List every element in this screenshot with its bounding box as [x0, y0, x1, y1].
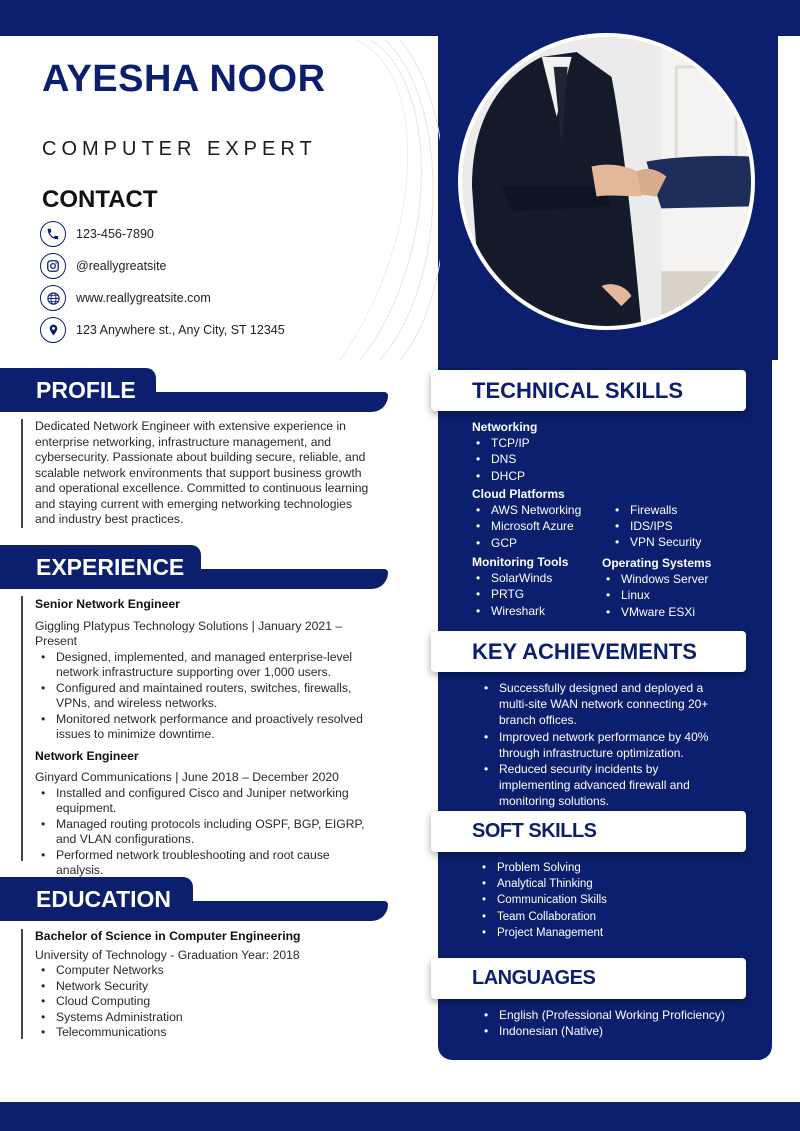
job-bullets: [35, 650, 380, 743]
skill-list: [611, 502, 741, 551]
achievements-block: [480, 680, 725, 810]
experience-divider: [21, 596, 23, 861]
job-company: Ginyard Communications | June 2018 – December 2020: [35, 770, 339, 784]
technical-skills-title: TECHNICAL SKILLS: [431, 370, 746, 411]
profile-divider: [21, 419, 23, 528]
course-list: [35, 963, 380, 1041]
list-item: • Computer Networks: [35, 963, 380, 979]
languages-block: [480, 1007, 740, 1039]
list-item: • Improved network performance by 40% through infrastructure optimization.: [480, 729, 725, 761]
skill-group-heading: Monitoring Tools: [472, 555, 569, 569]
language-list: [480, 1007, 740, 1039]
list-item: • Analytical Thinking: [478, 876, 728, 892]
list-item: • Communication Skills: [478, 892, 728, 908]
phone-icon: [40, 221, 66, 247]
list-item: • Installed and configured Cisco and Juniper networking equipment.: [35, 786, 380, 817]
job-bullets: [35, 786, 380, 879]
list-item: • VPN Security: [611, 534, 741, 550]
contact-text: 123-456-7890: [76, 227, 154, 241]
handshake-image: [462, 37, 751, 326]
list-item: • Firewalls: [611, 502, 741, 518]
skill-list: [472, 502, 612, 551]
list-item: • Managed routing protocols including OSPF, BGP, EIGRP, and VLAN configurations.: [35, 817, 380, 848]
list-item: • Configured and maintained routers, switches, firewalls, VPNs, and wireless networks.: [35, 681, 380, 712]
list-item: • DNS: [472, 451, 602, 467]
os-skills: [602, 555, 742, 620]
list-item: • GCP: [472, 535, 612, 551]
skill-group-heading: Networking: [472, 420, 538, 434]
list-item: • Systems Administration: [35, 1010, 380, 1026]
list-item: • TCP/IP: [472, 435, 602, 451]
languages-title: LANGUAGES: [431, 958, 746, 999]
contact-phone[interactable]: [40, 218, 285, 250]
experience-title: EXPERIENCE: [0, 545, 201, 589]
education-block: [35, 929, 380, 1041]
contact-heading: CONTACT: [42, 186, 158, 213]
soft-skills-block: [478, 860, 728, 941]
contact-address: [40, 314, 285, 346]
list-item: • Reduced security incidents by implementing advanced firewall and monitoring solutions.: [480, 761, 725, 810]
list-item: • Linux: [602, 587, 742, 603]
list-item: • Successfully designed and deployed a multi-site WAN network connecting 20+ branch offices.: [480, 680, 725, 729]
list-item: • Team Collaboration: [478, 909, 728, 925]
list-item: • PRTG: [472, 586, 602, 602]
list-item: • DHCP: [472, 468, 602, 484]
cloud-skills: [472, 486, 612, 551]
list-item: • Windows Server: [602, 571, 742, 587]
skill-group-heading: Operating Systems: [602, 556, 712, 570]
school-line: University of Technology - Graduation Year: 2018: [35, 947, 300, 962]
skill-list: [472, 435, 602, 484]
contact-list: [40, 218, 285, 346]
profile-title: PROFILE: [0, 368, 156, 412]
list-item: • IDS/IPS: [611, 518, 741, 534]
networking-skills: [472, 419, 602, 484]
skill-group-heading: Cloud Platforms: [472, 487, 565, 501]
contact-website[interactable]: [40, 282, 285, 314]
soft-skill-list: [478, 860, 728, 941]
monitoring-skills: [472, 554, 602, 619]
candidate-name: AYESHA NOOR: [42, 58, 326, 100]
job-title: Network Engineer: [35, 748, 139, 763]
contact-text: 123 Anywhere st., Any City, ST 12345: [76, 323, 285, 337]
skill-list: [472, 570, 602, 619]
education-title: EDUCATION: [0, 877, 193, 921]
key-achievements-title: KEY ACHIEVEMENTS: [431, 631, 746, 672]
list-item: • Wireshark: [472, 603, 602, 619]
list-item: • Performed network troubleshooting and root cause analysis.: [35, 848, 380, 879]
bottom-bar: [0, 1102, 800, 1131]
skill-list: [602, 571, 742, 620]
profile-photo: [458, 33, 755, 330]
education-divider: [21, 929, 23, 1039]
list-item: • AWS Networking: [472, 502, 612, 518]
contact-text: www.reallygreatsite.com: [76, 291, 211, 305]
list-item: • Cloud Computing: [35, 994, 380, 1010]
list-item: • Indonesian (Native): [480, 1023, 740, 1039]
list-item: • Monitored network performance and proactively resolved issues to minimize downtime.: [35, 712, 380, 743]
list-item: • English (Professional Working Proficiency): [480, 1007, 740, 1023]
list-item: • Project Management: [478, 925, 728, 941]
candidate-role: COMPUTER EXPERT: [42, 138, 317, 160]
globe-icon: [40, 285, 66, 311]
list-item: • Telecommunications: [35, 1025, 380, 1041]
list-item: • Network Security: [35, 979, 380, 995]
security-skills: [611, 502, 741, 551]
location-pin-icon: [40, 317, 66, 343]
contact-text: @reallygreatsite: [76, 259, 167, 273]
achievement-list: [480, 680, 725, 810]
contact-instagram[interactable]: [40, 250, 285, 282]
list-item: • Problem Solving: [478, 860, 728, 876]
profile-text: Dedicated Network Engineer with extensive experience in enterprise networking, infrastructure management, and cybersecurity. Passionate about building secure, reliable, and scalable network environments that support business growth and operational excellence. Committed to continuous learning and staying current with emerging networking technologies and industry best practices.: [35, 419, 369, 526]
experience-list: [35, 597, 380, 879]
instagram-icon: [40, 253, 66, 279]
list-item: • Microsoft Azure: [472, 518, 612, 534]
list-item: • VMware ESXi: [602, 604, 742, 620]
job-company: Giggling Platypus Technology Solutions | January 2021 – Present: [35, 618, 343, 648]
job-title: Senior Network Engineer: [35, 597, 180, 611]
list-item: • SolarWinds: [472, 570, 602, 586]
list-item: • Designed, implemented, and managed enterprise-level network infrastructure supporting over 1,000 users.: [35, 650, 380, 681]
degree-title: Bachelor of Science in Computer Engineering: [35, 929, 301, 943]
soft-skills-title: SOFT SKILLS: [431, 811, 746, 852]
